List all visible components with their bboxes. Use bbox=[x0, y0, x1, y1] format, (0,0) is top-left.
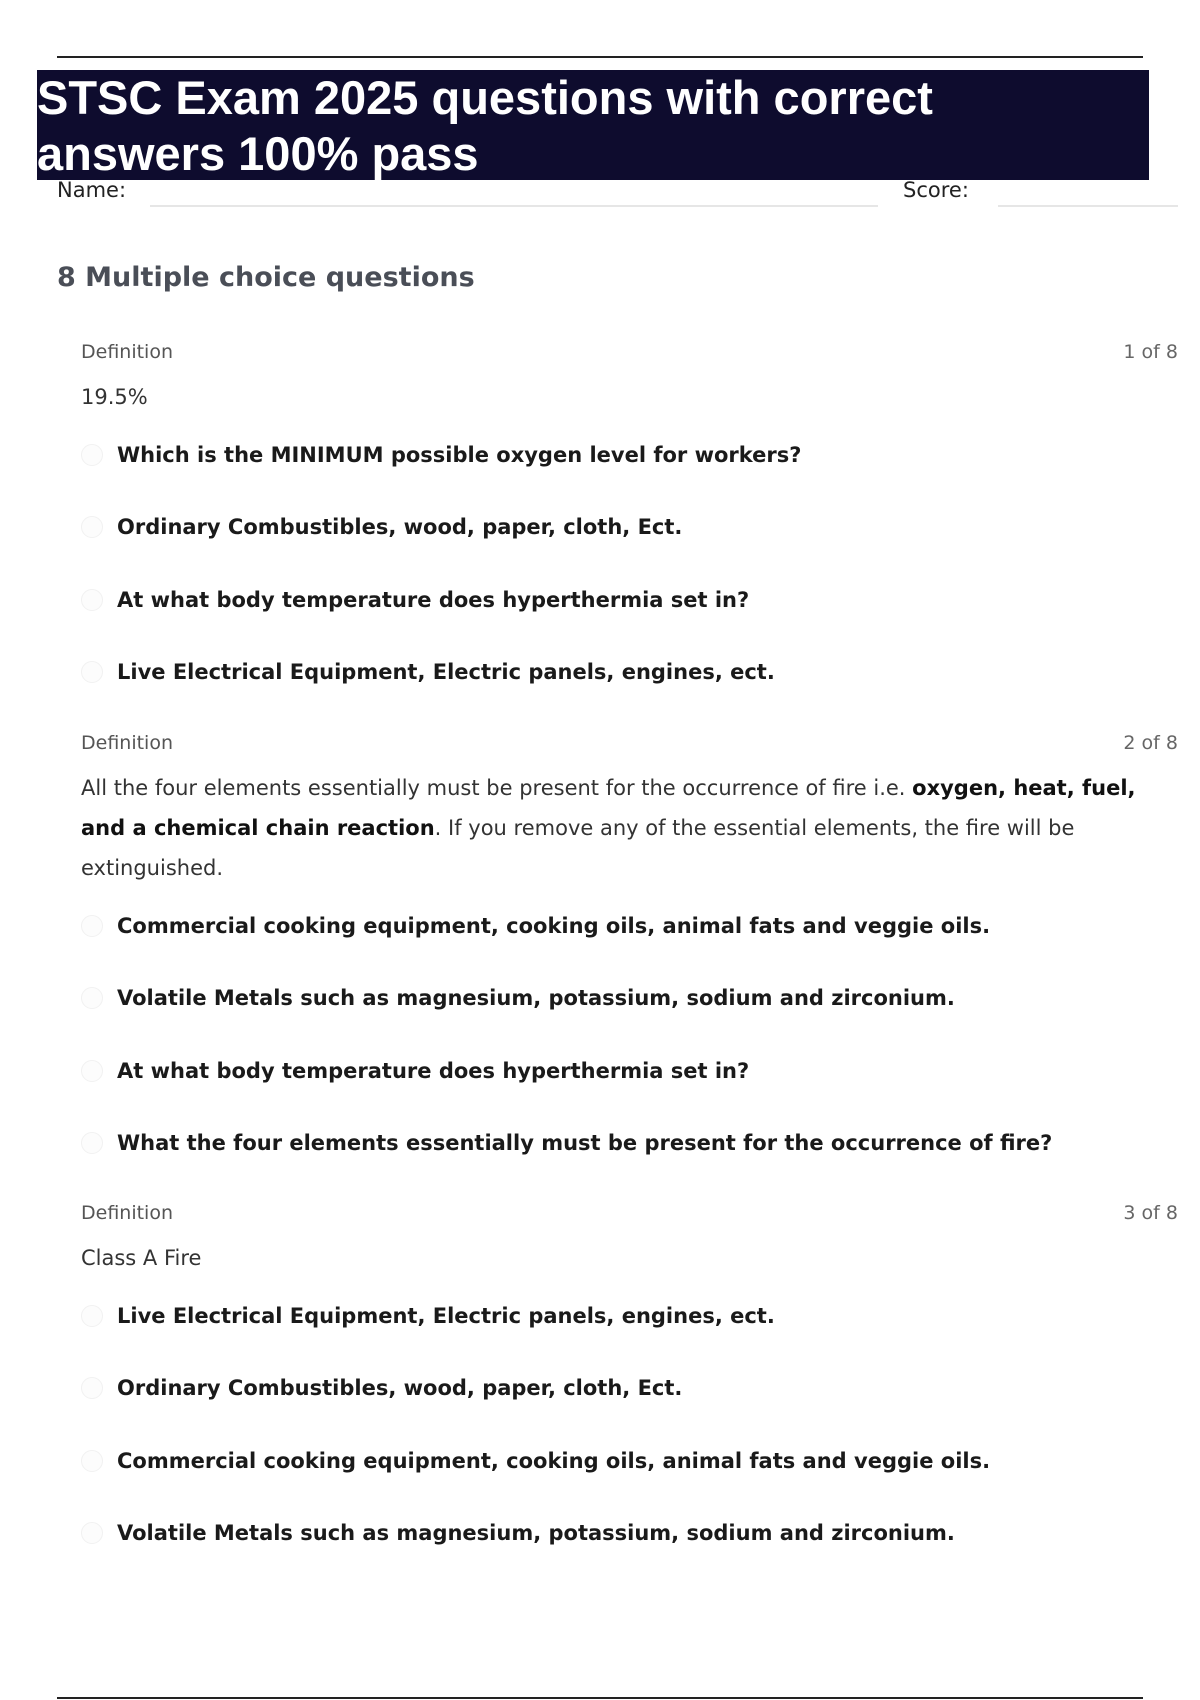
answer-option[interactable] bbox=[81, 1300, 1141, 1332]
page-title: STSC Exam 2025 questions with correct answers 100% pass bbox=[37, 71, 933, 180]
name-label: Name: bbox=[57, 178, 127, 202]
option-label: Which is the MINIMUM possible oxygen level for workers? bbox=[117, 443, 802, 467]
option-label: At what body temperature does hyperthermia set in? bbox=[117, 588, 750, 612]
option-label: Live Electrical Equipment, Electric panels, engines, ect. bbox=[117, 1304, 775, 1328]
answer-option[interactable] bbox=[81, 511, 1141, 543]
score-label: Score: bbox=[903, 178, 969, 202]
definition-emphasis: oxygen, heat, fuel, and a chemical chain reaction bbox=[81, 776, 1136, 840]
answer-option[interactable] bbox=[81, 584, 1141, 616]
option-label: Volatile Metals such as magnesium, potassium, sodium and zirconium. bbox=[117, 1521, 955, 1545]
radio-button[interactable] bbox=[81, 1060, 103, 1082]
definition-label: Definition bbox=[81, 732, 174, 754]
bottom-rule bbox=[57, 1697, 1143, 1699]
definition-text: Class A Fire bbox=[81, 1246, 202, 1270]
option-label: Volatile Metals such as magnesium, potassium, sodium and zirconium. bbox=[117, 986, 955, 1010]
radio-button[interactable] bbox=[81, 1132, 103, 1154]
answer-option[interactable] bbox=[81, 1517, 1141, 1549]
radio-button[interactable] bbox=[81, 589, 103, 611]
answer-option[interactable] bbox=[81, 656, 1141, 688]
option-label: Ordinary Combustibles, wood, paper, cloth, Ect. bbox=[117, 515, 683, 539]
answer-option[interactable] bbox=[81, 1127, 1141, 1159]
section-heading: 8 Multiple choice questions bbox=[57, 262, 475, 293]
option-label: At what body temperature does hyperthermia set in? bbox=[117, 1059, 750, 1083]
option-label: What the four elements essentially must be present for the occurrence of fire? bbox=[117, 1131, 1053, 1155]
answer-option[interactable] bbox=[81, 1372, 1141, 1404]
option-label: Commercial cooking equipment, cooking oils, animal fats and veggie oils. bbox=[117, 1449, 991, 1473]
question-counter: 3 of 8 bbox=[1123, 1202, 1178, 1224]
radio-button[interactable] bbox=[81, 516, 103, 538]
question-counter: 2 of 8 bbox=[1123, 732, 1178, 754]
radio-button[interactable] bbox=[81, 915, 103, 937]
question-counter: 1 of 8 bbox=[1123, 341, 1178, 363]
option-label: Live Electrical Equipment, Electric panels, engines, ect. bbox=[117, 660, 775, 684]
radio-button[interactable] bbox=[81, 1522, 103, 1544]
answer-option[interactable] bbox=[81, 439, 1141, 471]
name-field[interactable] bbox=[150, 205, 878, 207]
definition-text-end: . If you remove any of the essential elements, the fire will be extinguished. bbox=[81, 816, 1075, 880]
answer-option[interactable] bbox=[81, 982, 1141, 1014]
name-score-row bbox=[0, 176, 1200, 206]
radio-button[interactable] bbox=[81, 1305, 103, 1327]
answer-option[interactable] bbox=[81, 910, 1141, 942]
answer-option[interactable] bbox=[81, 1445, 1141, 1477]
radio-button[interactable] bbox=[81, 987, 103, 1009]
definition-text-start: All the four elements essentially must be present for the occurrence of fire i.e. bbox=[81, 776, 913, 800]
radio-button[interactable] bbox=[81, 444, 103, 466]
option-label: Ordinary Combustibles, wood, paper, cloth, Ect. bbox=[117, 1376, 683, 1400]
score-field[interactable] bbox=[998, 205, 1178, 207]
radio-button[interactable] bbox=[81, 1377, 103, 1399]
radio-button[interactable] bbox=[81, 1450, 103, 1472]
definition-text: 19.5% bbox=[81, 385, 148, 409]
definition-label: Definition bbox=[81, 1202, 174, 1224]
radio-button[interactable] bbox=[81, 661, 103, 683]
definition-text bbox=[81, 768, 1161, 888]
top-rule bbox=[57, 56, 1143, 58]
definition-label: Definition bbox=[81, 341, 174, 363]
option-label: Commercial cooking equipment, cooking oils, animal fats and veggie oils. bbox=[117, 914, 991, 938]
answer-option[interactable] bbox=[81, 1055, 1141, 1087]
